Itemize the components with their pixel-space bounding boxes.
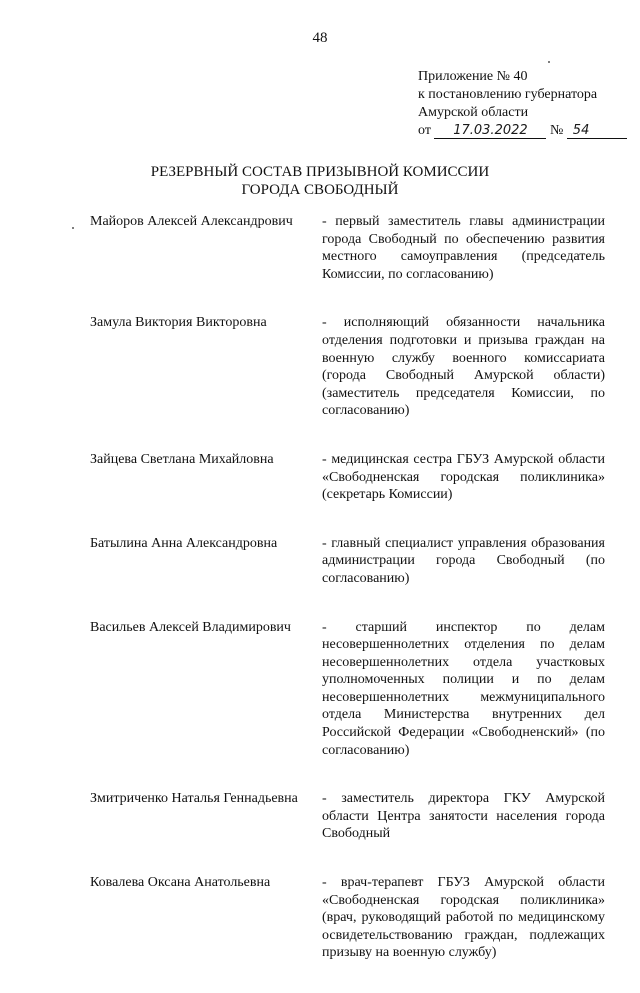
member-row: [90, 790, 610, 843]
member-name: Замула Виктория Викторовна: [90, 315, 267, 331]
member-role: - исполняющий обязанности начальника отделения подготовки и призыва граждан на военную службу военного комиссариата (города Свободный Амурской области) (заместитель председателя Комиссии, по согласованию): [322, 315, 605, 419]
from-label: от: [418, 123, 431, 138]
appendix-title: Приложение № 40: [418, 69, 528, 84]
scan-speck: [72, 227, 74, 229]
decree-date: 17.03.2022: [434, 123, 546, 139]
title-line-1: РЕЗЕРВНЫЙ СОСТАВ ПРИЗЫВНОЙ КОМИССИИ: [150, 164, 490, 180]
appendix-block: [418, 68, 628, 140]
member-role: - врач-терапевт ГБУЗ Амурской области «Свободненская городская поликлиника» (врач, руководящий работой по медицинскому освидетельствованию граждан, подлежащих призыву на военную службу): [322, 875, 605, 961]
member-name: Батылина Анна Александровна: [90, 535, 278, 551]
decree-number: 54: [567, 123, 627, 139]
member-role: - заместитель директора ГКУ Амурской области Центра занятости населения города Свободный: [322, 791, 605, 842]
document-title: [0, 163, 640, 199]
member-role: - первый заместитель главы администрации города Свободный по обеспечению развития местного самоуправления (председатель Комиссии, по согласованию): [322, 214, 605, 282]
scan-speck: [548, 61, 550, 63]
member-row: [90, 213, 610, 283]
member-role: - медицинская сестра ГБУЗ Амурской области «Свободненская городская поликлиника» (секретарь Комиссии): [322, 451, 605, 503]
members-list: [90, 213, 610, 993]
member-name: Змитриченко Наталья Геннадьевна: [90, 791, 298, 807]
member-row: [90, 619, 610, 760]
appendix-region-line: Амурской области: [418, 105, 529, 120]
title-line-2: ГОРОДА СВОБОДНЫЙ: [241, 182, 399, 198]
member-name: Майоров Алексей Александрович: [90, 214, 293, 229]
member-row: [90, 451, 610, 504]
member-name: Зайцева Светлана Михайловна: [90, 451, 274, 467]
page-number: 48: [312, 30, 328, 46]
member-row: [90, 314, 610, 420]
member-row: [90, 535, 610, 588]
member-role: - главный специалист управления образования администрации города Свободный (по согласованию): [322, 535, 605, 586]
member-name: Васильев Алексей Владимирович: [90, 619, 291, 635]
number-label: №: [549, 123, 564, 138]
decree-date-number-row: [418, 122, 628, 140]
appendix-decree-line: к постановлению губернатора: [418, 87, 598, 102]
member-row: [90, 874, 610, 962]
member-role: - старший инспектор по делам несовершеннолетних отделения по делам несовершеннолетних отдела участковых уполномоченных полиции и по делам несовершеннолетних межмуниципального отдела Министерства внутренних дел Российской Федерации «Свободненский» (по согласованию): [322, 619, 605, 758]
member-name: Ковалева Оксана Анатольевна: [90, 875, 271, 891]
